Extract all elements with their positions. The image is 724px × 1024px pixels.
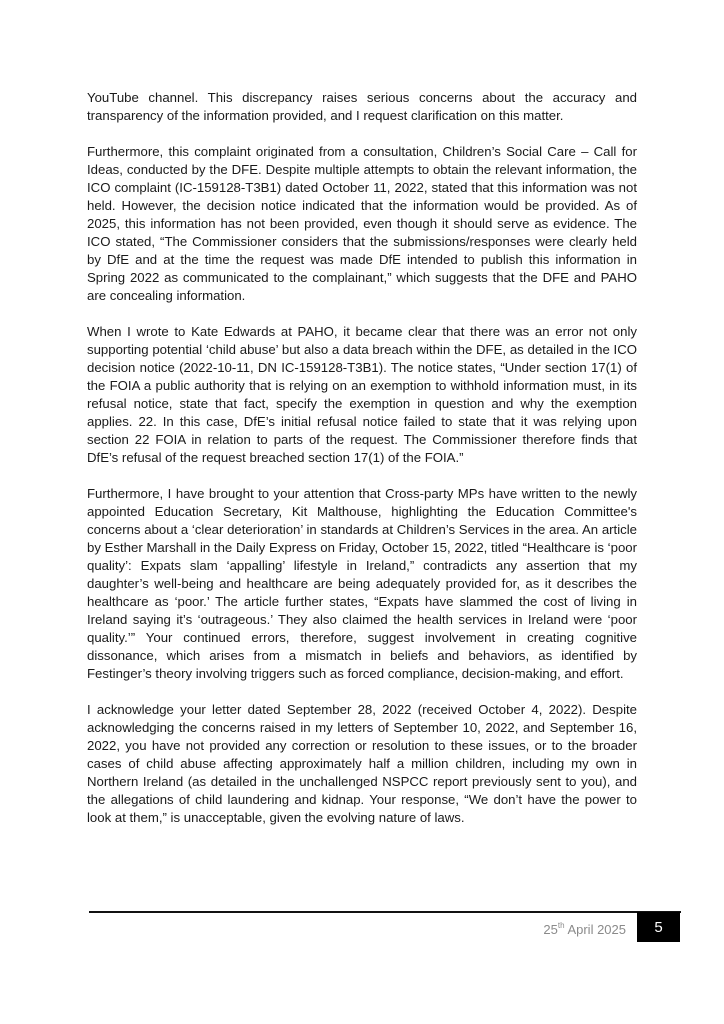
paragraph: I acknowledge your letter dated September 28, 2022 (received October 4, 2022). Despite acknowledging the concerns raised in my letters of September 10, 2022, and September 16, 2022, you have not provided any correction or resolution to these issues, or to the broader cases of child abuse affecting approximately half a million children, including my own in Northern Ireland (as detailed in the unchallenged NSPCC report previously sent to you), and the allegations of child laundering and kidnap. Your response, “We don’t have the power to look at them,” is unacceptable, given the evolving nature of laws. <box>87 702 637 825</box>
paragraph: YouTube channel. This discrepancy raises serious concerns about the accuracy and transparency of the information provided, and I request clarification on this matter. <box>87 90 637 123</box>
page-number: 5 <box>654 918 663 936</box>
paragraph: When I wrote to Kate Edwards at PAHO, it became clear that there was an error not only supporting potential ‘child abuse’ but also a data breach within the DFE, as detailed in the ICO decision notice (2022-10-11, DN IC-159128-T3B1). The notice states, “Under section 17(1) of the FOIA a public authority that is relying on an exemption to withhold information must, in its refusal notice, state that fact, specify the exemption in question and why the exemption applies. 22. In this case, DfE’s initial refusal notice failed to state that it was relying upon section 22 FOIA in relation to parts of the request. The Commissioner therefore finds that DfE’s refusal of the request breached section 17(1) of the FOIA.” <box>87 324 637 465</box>
paragraph: Furthermore, I have brought to your attention that Cross-party MPs have written to the newly appointed Education Secretary, Kit Malthouse, highlighting the Education Committee's concerns about a ‘clear deterioration’ in standards at Children’s Services in the area. An article by Esther Marshall in the Daily Express on Friday, October 15, 2022, titled “Healthcare is ‘poor quality’: Expats slam ‘appalling’ lifestyle in Ireland,” contradicts any assertion that my daughter’s well-being and healthcare are being adequately provided for, as it describes the healthcare as ‘poor.’ The article further states, “Expats have slammed the cost of living in Ireland saying it’s ‘outrageous.’ They also claimed the health services in Ireland were ‘poor quality.’” Your continued errors, therefore, suggest involvement in creating cognitive dissonance, which arises from a mismatch in beliefs and behaviors, as identified by Festinger’s theory involving triggers such as forced compliance, decision-making, and effort. <box>87 486 637 681</box>
date-rest: April 2025 <box>564 922 626 937</box>
paragraph: Furthermore, this complaint originated from a consultation, Children’s Social Care – Call for Ideas, conducted by the DFE. Despite multiple attempts to obtain the relevant information, the ICO complaint (IC-159128-T3B1) dated October 11, 2022, stated that this information was not held. However, the decision notice indicated that the information would be provided. As of 2025, this information has not been provided, even though it should serve as evidence. The ICO stated, “The Commissioner considers that the submissions/responses were clearly held by DfE and at the time the request was made DfE intended to publish this information in Spring 2022 as communicated to the complainant,” which suggests that the DFE and PAHO are concealing information. <box>87 144 637 303</box>
document-body <box>87 89 637 845</box>
footer-date <box>543 922 626 937</box>
date-suffix: th <box>557 921 565 930</box>
page-number-box <box>637 912 680 942</box>
date-day: 25 <box>543 922 558 937</box>
footer-divider <box>89 911 681 913</box>
